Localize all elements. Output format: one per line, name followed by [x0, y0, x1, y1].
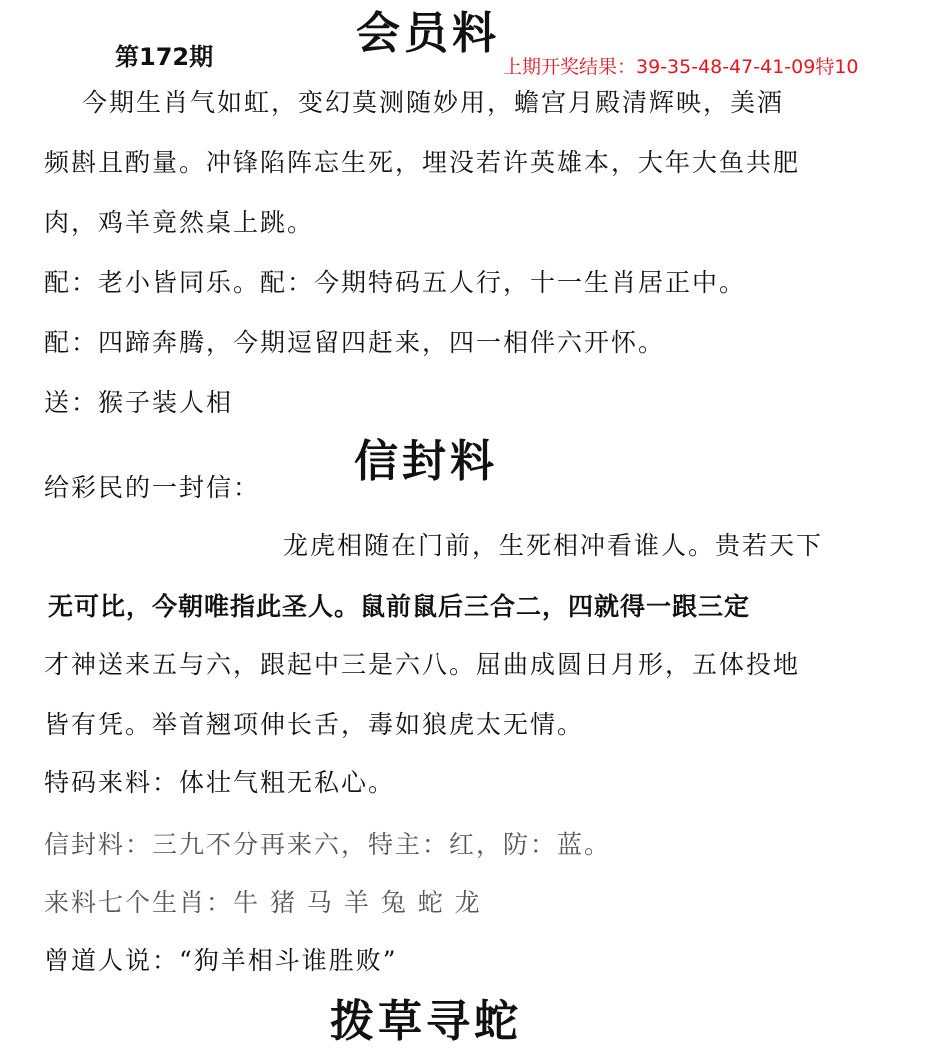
letter-line: 信封料：三九不分再来六，特主：红，防：蓝。	[44, 830, 612, 859]
letter-line: 龙虎相随在门前，生死相冲看谁人。贵若天下	[283, 531, 824, 560]
letter-line: 曾道人说：“狗羊相斗谁胜败”	[44, 946, 398, 975]
snake-title: 拨草寻蛇	[330, 996, 522, 1047]
letter-line: 无可比，今朝唯指此圣人。鼠前鼠后三合二，四就得一跟三定	[48, 592, 751, 621]
member-line: 频斟且酌量。冲锋陷阵忘生死，埋没若许英雄本，大年大鱼共肥	[44, 148, 801, 177]
letter-line: 特码来料：体壮气粗无私心。	[44, 768, 396, 797]
letter-greeting: 给彩民的一封信：	[44, 473, 261, 502]
member-line: 送：猴子装人相	[44, 388, 234, 417]
letter-line: 皆有凭。举首翘项伸长舌，毒如狼虎太无情。	[44, 710, 585, 739]
last-draw-result: 上期开奖结果：39-35-48-47-41-09特10	[503, 56, 859, 78]
member-title: 会员料	[356, 8, 500, 59]
letter-line: 才神送来五与六，跟起中三是六八。屈曲成圆日月形，五体投地	[44, 650, 801, 679]
member-line: 肉，鸡羊竟然桌上跳。	[44, 208, 315, 237]
letter-title: 信封料	[354, 436, 498, 487]
member-line: 今期生肖气如虹，变幻莫测随妙用，蟾宫月殿清辉映，美酒	[82, 88, 785, 117]
member-line: 配：老小皆同乐。配：今期特码五人行，十一生肖居正中。	[44, 268, 747, 297]
member-line: 配：四蹄奔腾，今期逗留四赶来，四一相伴六开怀。	[44, 328, 666, 357]
letter-line: 来料七个生肖：牛 猪 马 羊 兔 蛇 龙	[44, 888, 482, 917]
issue-number: 第172期	[115, 43, 214, 71]
